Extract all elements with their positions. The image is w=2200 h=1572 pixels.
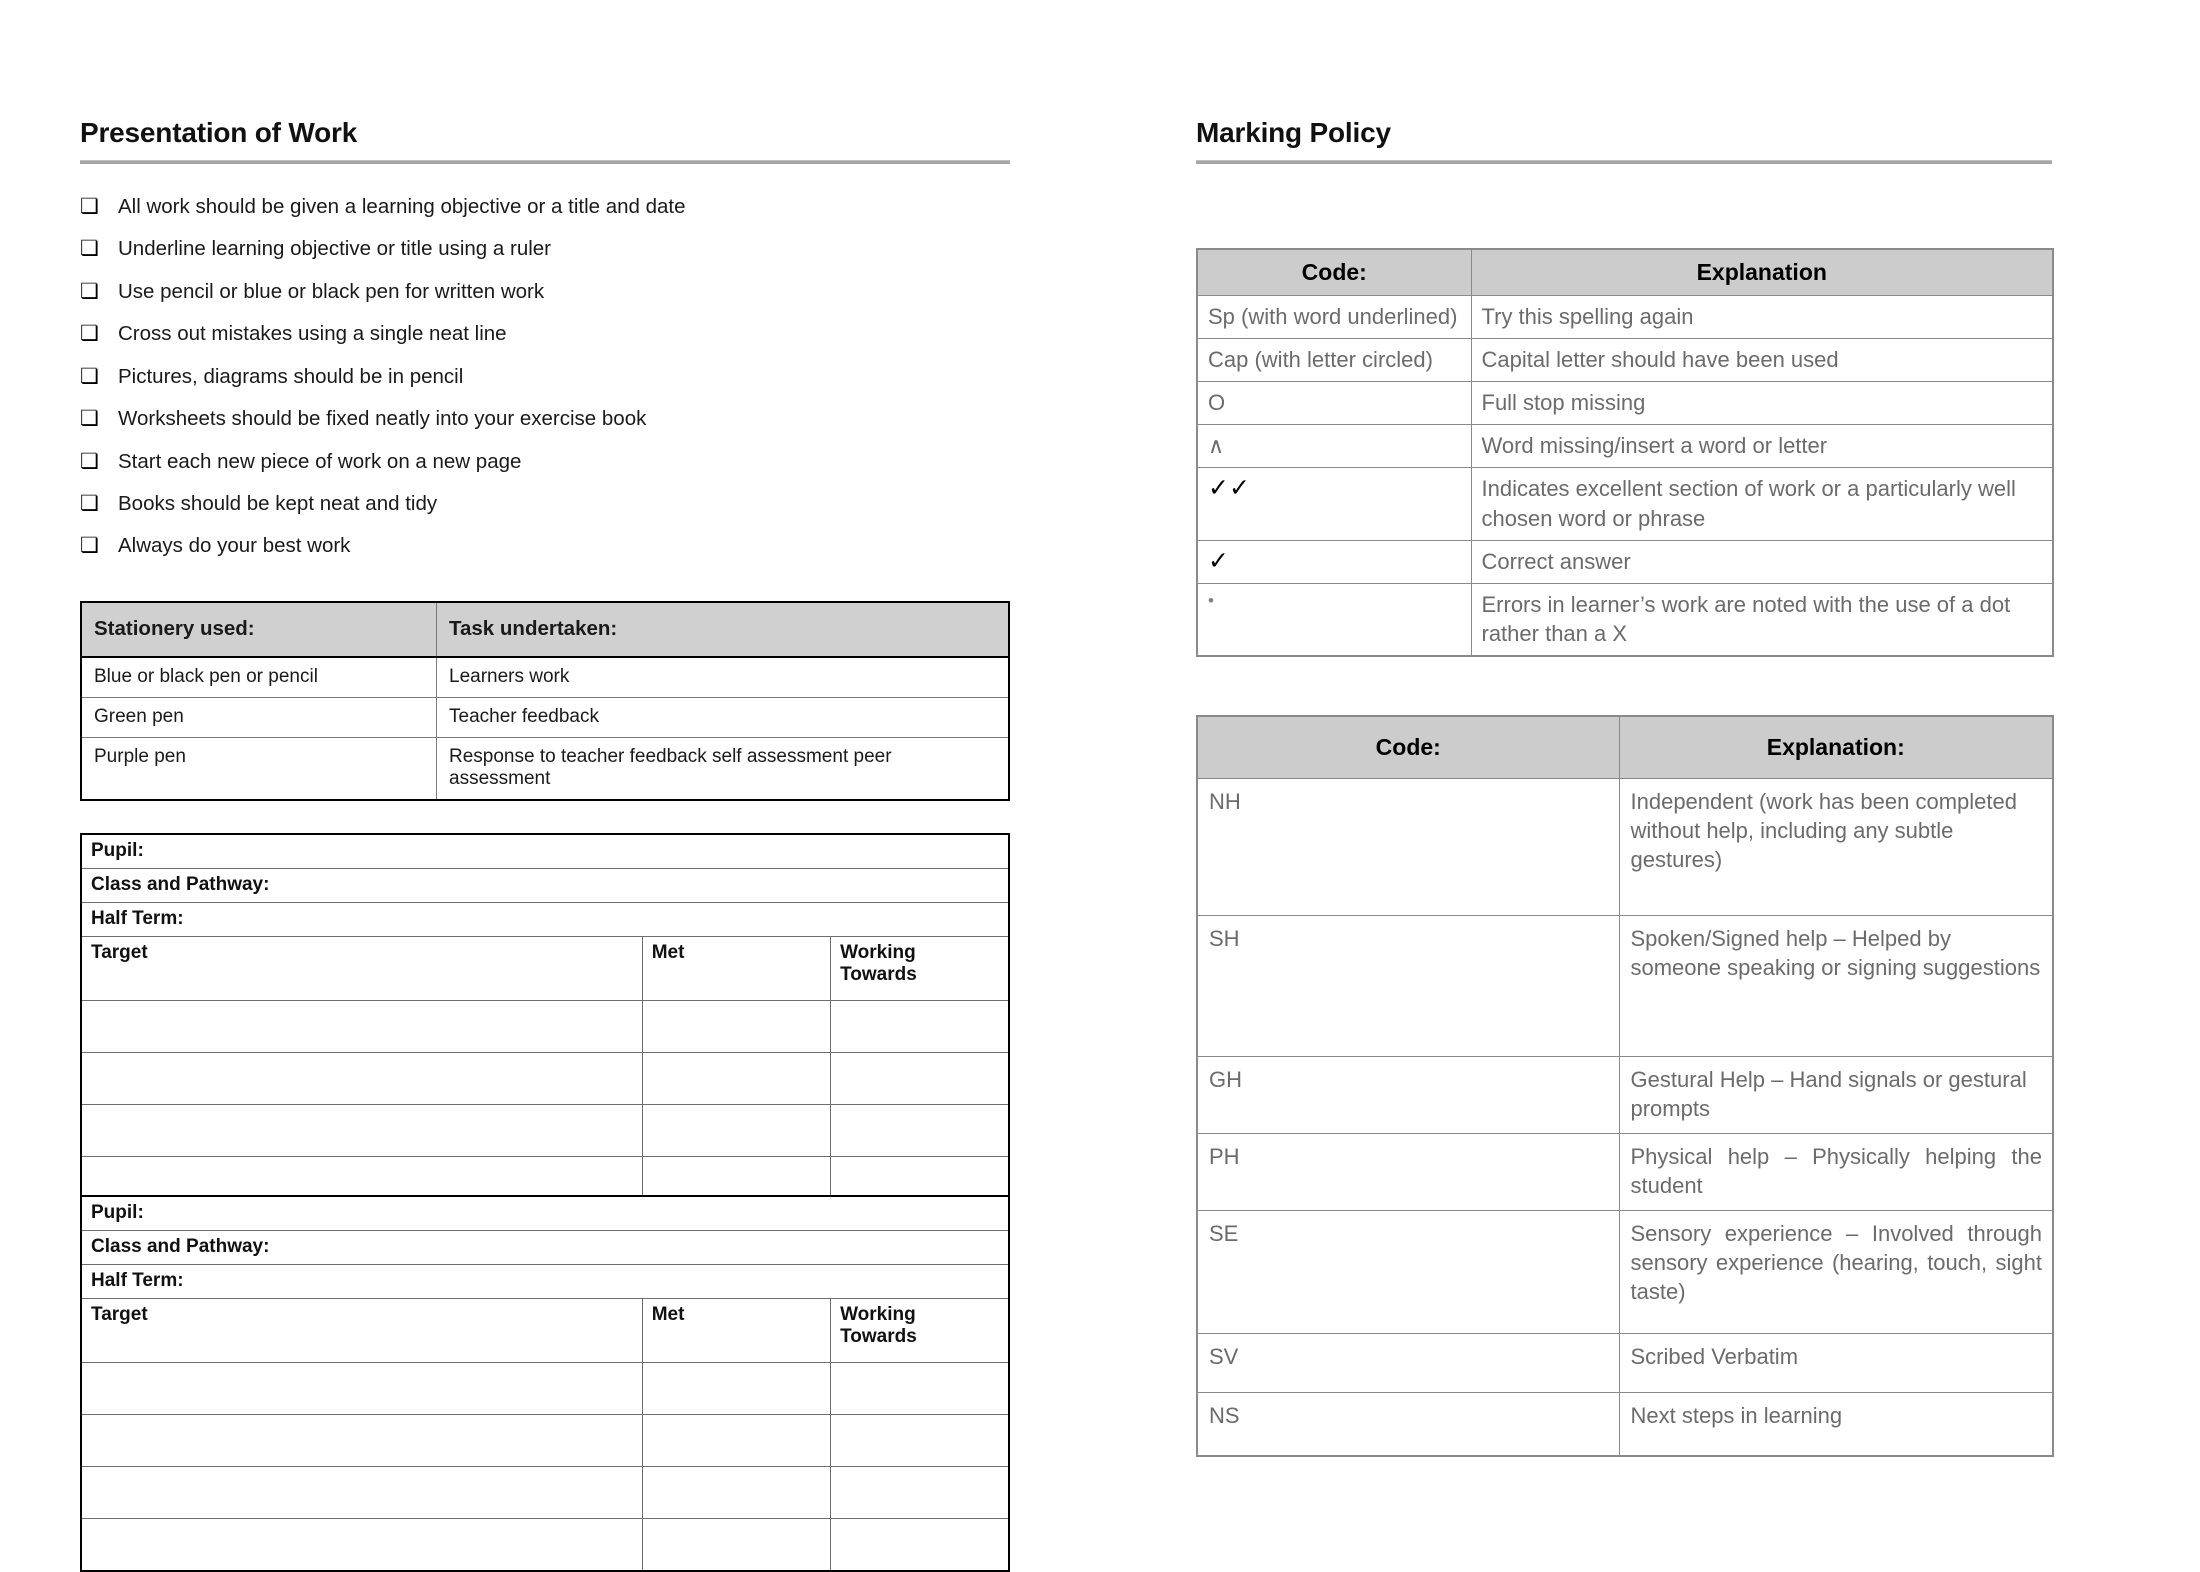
table-row-half-term: [81, 1265, 1009, 1299]
cell-met-blank[interactable]: [642, 1001, 830, 1053]
list-item-label: Cross out mistakes using a single neat line: [118, 322, 507, 346]
heading-divider-left: [80, 160, 1010, 164]
table-row: [81, 1519, 1009, 1572]
table-row: [1197, 779, 2053, 916]
cell-target-blank[interactable]: [81, 1001, 642, 1053]
cell-met-blank[interactable]: [642, 1467, 830, 1519]
cell-explanation: Independent (work has been completed without help, including any subtle gestures): [1619, 779, 2053, 916]
cell-met-blank[interactable]: [642, 1105, 830, 1157]
column-header-explanation: Explanation:: [1619, 716, 2053, 779]
checkbox-icon: ❏: [80, 194, 99, 218]
list-item-label: Underline learning objective or title using a ruler: [118, 237, 552, 261]
cell-met-blank[interactable]: [642, 1415, 830, 1467]
field-label-half-term[interactable]: Half Term:: [81, 1265, 1009, 1299]
cell-task: Response to teacher feedback self assessment peer assessment: [437, 738, 1010, 801]
cell-working-towards-blank[interactable]: [831, 1415, 1009, 1467]
cell-stationery: Blue or black pen or pencil: [81, 657, 437, 698]
cell-working-towards-blank[interactable]: [831, 1001, 1009, 1053]
column-header-working-towards: [831, 937, 1009, 1001]
cell-working-towards-blank[interactable]: [831, 1467, 1009, 1519]
table-row: [81, 1467, 1009, 1519]
cell-task: Teacher feedback: [437, 698, 1010, 738]
list-item: [80, 493, 1010, 516]
cell-explanation: Physical help – Physically helping the student: [1619, 1134, 2053, 1211]
table-header-row: [81, 1299, 1009, 1363]
field-label-pupil[interactable]: Pupil:: [81, 1196, 1009, 1231]
cell-explanation: Next steps in learning: [1619, 1393, 2053, 1457]
table-row: [1197, 425, 2053, 468]
table-row: [1197, 468, 2053, 540]
cell-code-double-tick-icon: ✓✓: [1197, 468, 1471, 540]
marking-code-table-2: [1196, 715, 2054, 1457]
table-header-row: [1197, 249, 2053, 296]
cell-code: O: [1197, 382, 1471, 425]
table-row: [1197, 1211, 2053, 1334]
cell-stationery: Purple pen: [81, 738, 437, 801]
list-item: [80, 323, 1010, 346]
column-header-met: Met: [642, 937, 830, 1001]
checkbox-icon: ❏: [80, 279, 99, 303]
stationery-table: [80, 601, 1010, 801]
table-row: [81, 1415, 1009, 1467]
column-header-target: Target: [81, 1299, 642, 1363]
field-label-half-term[interactable]: Half Term:: [81, 903, 1009, 937]
cell-code: SV: [1197, 1334, 1619, 1393]
table-row: [1197, 583, 2053, 656]
column-header-target: Target: [81, 937, 642, 1001]
cell-working-towards-blank[interactable]: [831, 1105, 1009, 1157]
table-row: [1197, 296, 2053, 339]
page-title-presentation: Presentation of Work: [80, 117, 358, 148]
cell-explanation: Try this spelling again: [1471, 296, 2053, 339]
cell-explanation: Word missing/insert a word or letter: [1471, 425, 2053, 468]
cell-code: NS: [1197, 1393, 1619, 1457]
list-item-label: Pictures, diagrams should be in pencil: [118, 364, 464, 388]
heading-divider-right: [1196, 160, 2052, 164]
cell-code: SH: [1197, 916, 1619, 1057]
cell-target-blank[interactable]: [81, 1519, 642, 1572]
table-row: [81, 657, 1009, 698]
page-title-marking-policy: Marking Policy: [1196, 117, 1391, 148]
list-item: [80, 408, 1010, 431]
cell-code: GH: [1197, 1057, 1619, 1134]
cell-met-blank[interactable]: [642, 1053, 830, 1105]
column-header-working-towards: [831, 1299, 1009, 1363]
cell-explanation: Spoken/Signed help – Helped by someone speaking or signing suggestions: [1619, 916, 2053, 1057]
cell-code: SE: [1197, 1211, 1619, 1334]
column-header-task: Task undertaken:: [437, 602, 1010, 657]
cell-working-towards-blank[interactable]: [831, 1363, 1009, 1415]
table-row-pupil: [81, 1196, 1009, 1231]
checkbox-icon: ❏: [80, 407, 99, 431]
table-row: [1197, 540, 2053, 583]
field-label-class-pathway[interactable]: Class and Pathway:: [81, 1231, 1009, 1265]
list-item-label: Worksheets should be fixed neatly into your exercise book: [118, 407, 647, 431]
table-row: [1197, 382, 2053, 425]
list-item: [80, 366, 1010, 389]
cell-code: PH: [1197, 1134, 1619, 1211]
table-row-pupil: [81, 834, 1009, 869]
cell-explanation: Full stop missing: [1471, 382, 2053, 425]
table-row-class: [81, 869, 1009, 903]
checkbox-icon: ❏: [80, 491, 99, 515]
table-row: [1197, 1134, 2053, 1211]
checkbox-icon: ❏: [80, 449, 99, 473]
pupil-target-table-1: [80, 833, 1010, 1210]
list-item: [80, 196, 1010, 219]
table-row: [81, 738, 1009, 801]
cell-explanation: Capital letter should have been used: [1471, 339, 2053, 382]
marking-policy-section: [1196, 118, 2052, 164]
cell-code: NH: [1197, 779, 1619, 916]
working-towards-line-2: Towards: [840, 964, 917, 985]
table-row: [1197, 1393, 2053, 1457]
field-label-pupil[interactable]: Pupil:: [81, 834, 1009, 869]
presentation-of-work-section: [80, 118, 1010, 578]
list-item: [80, 535, 1010, 558]
table-row: [1197, 1334, 2053, 1393]
cell-target-blank[interactable]: [81, 1363, 642, 1415]
list-item-label: All work should be given a learning objective or a title and date: [118, 194, 686, 218]
checkbox-icon: ❏: [80, 364, 99, 388]
cell-code-tick-icon: ✓: [1197, 540, 1471, 583]
table-header-row: [81, 602, 1009, 657]
table-row: [81, 698, 1009, 738]
table-row: [1197, 339, 2053, 382]
cell-task: Learners work: [437, 657, 1010, 698]
table-row: [81, 1363, 1009, 1415]
table-row: [1197, 1057, 2053, 1134]
table-header-row: [81, 937, 1009, 1001]
working-towards-line-2: Towards: [840, 1326, 917, 1347]
list-item: [80, 238, 1010, 261]
cell-code: ∧: [1197, 425, 1471, 468]
column-header-code: Code:: [1197, 249, 1471, 296]
cell-target-blank[interactable]: [81, 1467, 642, 1519]
cell-explanation: Sensory experience – Involved through sensory experience (hearing, touch, sight taste): [1619, 1211, 2053, 1334]
cell-met-blank[interactable]: [642, 1519, 830, 1572]
table-row-half-term: [81, 903, 1009, 937]
list-item-label: Use pencil or blue or black pen for written work: [118, 279, 545, 303]
column-header-met: Met: [642, 1299, 830, 1363]
pupil-target-table-2: [80, 1195, 1010, 1572]
field-label-class-pathway[interactable]: Class and Pathway:: [81, 869, 1009, 903]
cell-explanation: Correct answer: [1471, 540, 2053, 583]
list-item: [80, 281, 1010, 304]
list-item: [80, 451, 1010, 474]
column-header-stationery: Stationery used:: [81, 602, 437, 657]
working-towards-line-1: Working: [840, 942, 916, 963]
working-towards-line-1: Working: [840, 1304, 916, 1325]
cell-code: Cap (with letter circled): [1197, 339, 1471, 382]
cell-working-towards-blank[interactable]: [831, 1053, 1009, 1105]
table-row: [81, 1001, 1009, 1053]
table-header-row: [1197, 716, 2053, 779]
cell-stationery: Green pen: [81, 698, 437, 738]
table-row-class: [81, 1231, 1009, 1265]
table-row: [81, 1105, 1009, 1157]
list-item-label: Books should be kept neat and tidy: [118, 491, 438, 515]
cell-explanation: Errors in learner’s work are noted with the use of a dot rather than a X: [1471, 583, 2053, 656]
presentation-rules-list: [80, 196, 1010, 559]
checkbox-icon: ❏: [80, 534, 99, 558]
cell-target-blank[interactable]: [81, 1105, 642, 1157]
marking-code-table-1: [1196, 248, 2054, 657]
cell-target-blank[interactable]: [81, 1053, 642, 1105]
cell-code: Sp (with word underlined): [1197, 296, 1471, 339]
checkbox-icon: ❏: [80, 237, 99, 261]
table-row: [81, 1053, 1009, 1105]
column-header-code: Code:: [1197, 716, 1619, 779]
checkbox-icon: ❏: [80, 322, 99, 346]
cell-explanation: Gestural Help – Hand signals or gestural prompts: [1619, 1057, 2053, 1134]
cell-working-towards-blank[interactable]: [831, 1519, 1009, 1572]
column-header-explanation: Explanation: [1471, 249, 2053, 296]
cell-met-blank[interactable]: [642, 1363, 830, 1415]
cell-target-blank[interactable]: [81, 1415, 642, 1467]
cell-code-dot-icon: •: [1197, 583, 1471, 656]
cell-explanation: Scribed Verbatim: [1619, 1334, 2053, 1393]
table-row: [1197, 916, 2053, 1057]
cell-explanation: Indicates excellent section of work or a particularly well chosen word or phrase: [1471, 468, 2053, 540]
list-item-label: Start each new piece of work on a new page: [118, 449, 522, 473]
list-item-label: Always do your best work: [118, 534, 351, 558]
